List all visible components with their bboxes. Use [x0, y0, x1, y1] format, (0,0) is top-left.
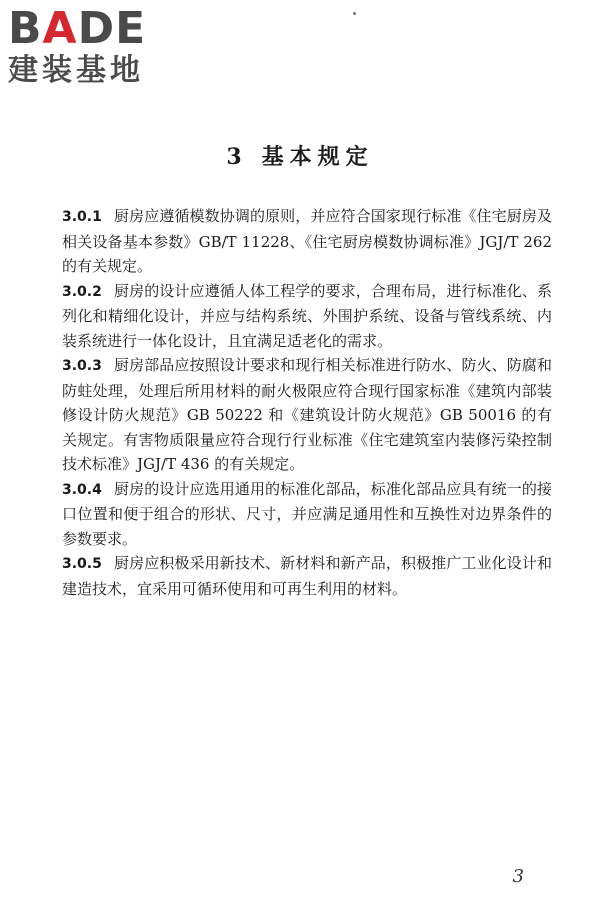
clause-number: 3.0.3: [62, 358, 102, 374]
page-number: 3: [512, 866, 524, 887]
logo-letters-before: B: [8, 3, 43, 54]
clause-number: 3.0.4: [62, 481, 102, 498]
clause-list: [62, 204, 552, 601]
scan-dot: [353, 12, 356, 15]
clause-3-0-4: [62, 477, 552, 552]
clause-text: 厨房的设计应选用通用的标准化部品，标准化部品应具有统一的接口位置和便于组合的形状、尺寸，并应满足通用性和互换性对边界条件的参数要求。: [62, 479, 552, 548]
clause-number: 3.0.1: [62, 209, 102, 225]
section-heading: [0, 140, 600, 171]
clause-3-0-3: [62, 353, 552, 477]
clause-number: 3.0.5: [62, 556, 102, 572]
logo-letters-after: DE: [77, 3, 147, 54]
clause-3-0-2: [62, 279, 552, 354]
clause-3-0-5: [62, 551, 552, 601]
clause-text: 厨房应遵循模数协调的原则，并应符合国家现行标准《住宅厨房及相关设备基本参数》GB/T 11228、《住宅厨房模数协调标准》JGJ/T 262 的有关规定。: [62, 207, 552, 275]
section-number: 3: [226, 144, 248, 170]
logo-wordmark: [8, 3, 178, 54]
logo-subtitle: 建装基地: [8, 53, 144, 88]
logo-accent-letter: A: [42, 3, 78, 54]
clause-text: 厨房部品应按照设计要求和现行相关标准进行防水、防火、防腐和防蛀处理，处理后所用材料的耐火极限应符合现行国家标准《建筑内部装修设计防火规范》GB 50222 和《建筑设计防火规范》GB 50016 的有关规定。有害物质限量应符合现行行业标准《住宅建筑室内装修污染控制技术标准》JGJ/T 436 的有关规定。: [62, 356, 552, 473]
clause-text: 厨房的设计应遵循人体工程学的要求，合理布局，进行标准化、系列化和精细化设计，并应与结构系统、外围护系统、设备与管线系统、内装系统进行一体化设计，且宜满足适老化的需求。: [62, 281, 552, 350]
bade-logo: [8, 3, 178, 88]
clause-3-0-1: [62, 204, 552, 279]
clause-text: 厨房应积极采用新技术、新材料和新产品，积极推广工业化设计和建造技术，宜采用可循环使用和可再生利用的材料。: [62, 554, 552, 598]
clause-number: 3.0.2: [62, 283, 102, 300]
section-title: 基本规定: [261, 144, 374, 170]
